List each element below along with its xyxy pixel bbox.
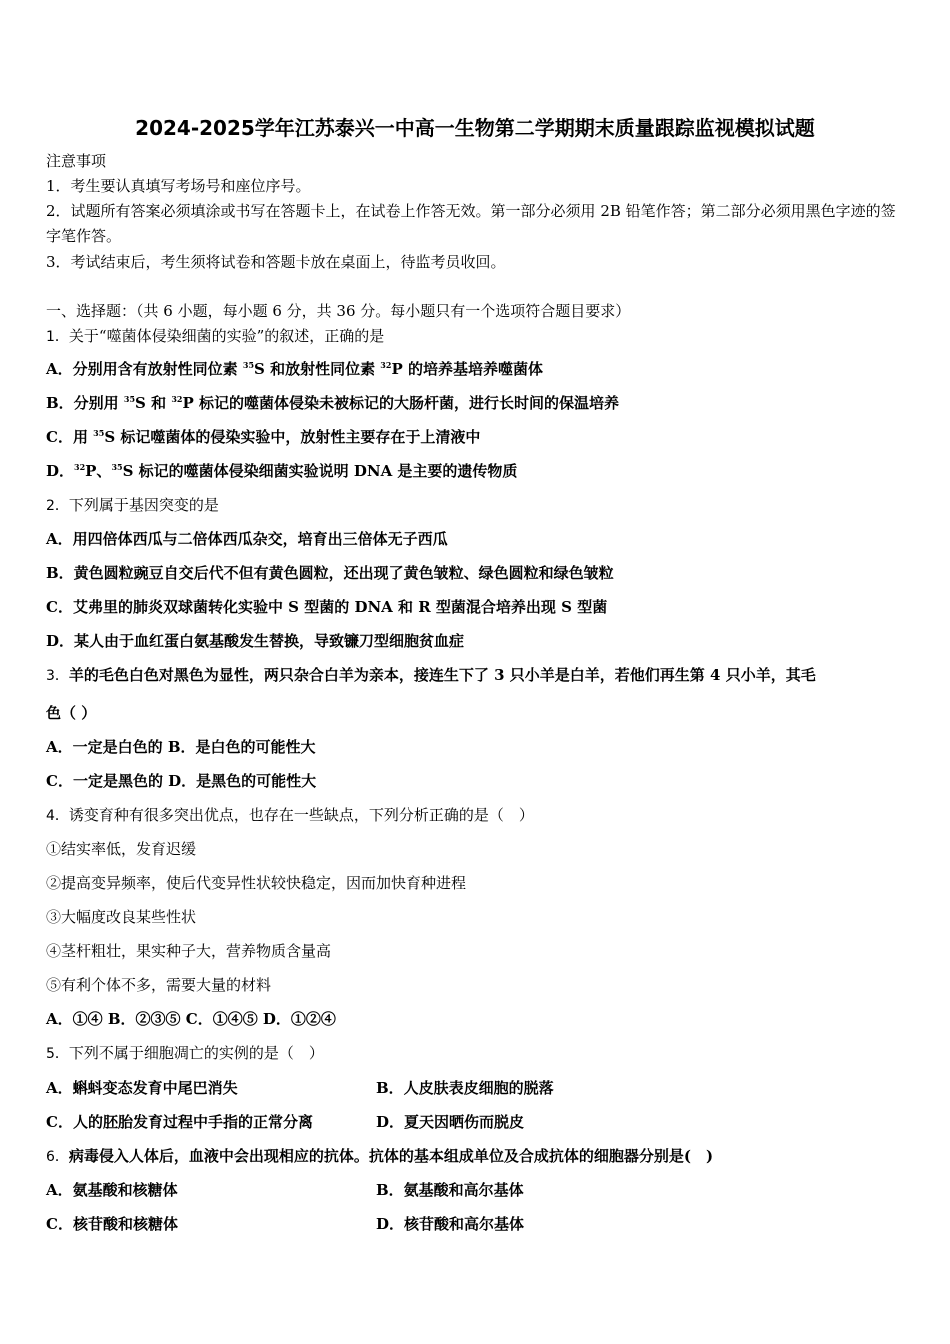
page-title: 2024-2025学年江苏泰兴一中高一生物第二学期期末质量跟踪监视模拟试题 bbox=[135, 116, 815, 140]
question-stem: 诱变育种有很多突出优点，也存在一些缺点，下列分析正确的是（ ） bbox=[68, 806, 534, 824]
q6-option-b: B．氨基酸和高尔基体 bbox=[376, 1181, 524, 1199]
q1-option-d: D．$^{32}$P、$^{35}$S 标记的噬菌体侵染细菌实验说明 DNA 是主要的遗传物质 bbox=[46, 462, 518, 480]
q3-options-row-1: A．一定是白色的 B．是白色的可能性大 bbox=[46, 738, 316, 756]
question-number: 3． bbox=[46, 668, 69, 684]
notice-heading: 注意事项 bbox=[46, 152, 107, 170]
q1-option-b: B．分别用 $^{35}$S 和 $^{32}$P 标记的噬菌体侵染未被标记的大肠杆菌，进行长时间的保温培养 bbox=[46, 394, 619, 412]
q6-option-c: C．核苷酸和核糖体 bbox=[46, 1215, 178, 1233]
question-1 bbox=[46, 326, 384, 347]
q4-item-3: ③大幅度改良某些性状 bbox=[46, 908, 197, 926]
question-3-stem-cont: 色（ ） bbox=[46, 704, 97, 722]
question-stem: 下列不属于细胞凋亡的实例的是（ ） bbox=[68, 1044, 324, 1062]
question-6 bbox=[46, 1146, 713, 1167]
q6-option-a: A．氨基酸和核糖体 bbox=[46, 1181, 178, 1199]
q5-option-a: A．蝌蚪变态发育中尾巴消失 bbox=[46, 1079, 238, 1097]
q2-option-d: D．某人由于血红蛋白氨基酸发生替换，导致镰刀型细胞贫血症 bbox=[46, 632, 465, 650]
q4-options: A．①④ B．②③⑤ C．①④⑤ D．①②④ bbox=[46, 1010, 336, 1028]
question-number: 2． bbox=[46, 498, 69, 514]
q4-item-1: ①结实率低，发育迟缓 bbox=[46, 840, 197, 858]
question-stem: 羊的毛色白色对黑色为显性，两只杂合白羊为亲本，接连生下了 3 只小羊是白羊，若他们再生第 4 只小羊，其毛 bbox=[68, 666, 816, 684]
q2-option-a: A．用四倍体西瓜与二倍体西瓜杂交，培育出三倍体无子西瓜 bbox=[46, 530, 448, 548]
question-4 bbox=[46, 805, 534, 826]
notice-item-2: 2．试题所有答案必须填涂或书写在答题卡上，在试卷上作答无效。第一部分必须用 2B 铅笔作答；第二部分必须用黑色字迹的签字笔作答。 bbox=[46, 202, 896, 245]
q2-option-b: B．黄色圆粒豌豆自交后代不但有黄色圆粒，还出现了黄色皱粒、绿色圆粒和绿色皱粒 bbox=[46, 564, 614, 582]
q4-item-5: ⑤有利个体不多，需要大量的材料 bbox=[46, 976, 272, 994]
section-heading: 一、选择题：（共 6 小题，每小题 6 分，共 36 分。每小题只有一个选项符合题目要求） bbox=[46, 302, 631, 320]
q4-item-2: ②提高变异频率，使后代变异性状较快稳定，因而加快育种进程 bbox=[46, 874, 467, 892]
question-number: 4． bbox=[46, 808, 69, 824]
question-stem: 关于“噬菌体侵染细菌的实验”的叙述，正确的是 bbox=[68, 327, 385, 345]
q1-option-c: C．用 $^{35}$S 标记噬菌体的侵染实验中，放射性主要存在于上清液中 bbox=[46, 428, 481, 446]
notice-item-3: 3．考试结束后，考生须将试卷和答题卡放在桌面上，待监考员收回。 bbox=[46, 253, 506, 271]
question-number: 1． bbox=[46, 329, 69, 345]
q3-options-row-2: C．一定是黑色的 D．是黑色的可能性大 bbox=[46, 772, 317, 790]
q5-option-d: D．夏天因晒伤而脱皮 bbox=[376, 1113, 525, 1131]
notice-item-1: 1．考生要认真填写考场号和座位序号。 bbox=[46, 177, 311, 195]
q1-option-a: A．分别用含有放射性同位素 $^{35}$S 和放射性同位素 $^{32}$P 的培养基培养噬菌体 bbox=[46, 360, 543, 378]
q6-option-d: D．核苷酸和高尔基体 bbox=[376, 1215, 525, 1233]
q5-option-b: B．人皮肤表皮细胞的脱落 bbox=[376, 1079, 554, 1097]
q2-option-c: C．艾弗里的肺炎双球菌转化实验中 S 型菌的 DNA 和 R 型菌混合培养出现 S 型菌 bbox=[46, 598, 608, 616]
question-3 bbox=[46, 665, 816, 686]
q5-option-c: C．人的胚胎发育过程中手指的正常分离 bbox=[46, 1113, 313, 1131]
question-number: 5． bbox=[46, 1046, 69, 1062]
question-2 bbox=[46, 495, 219, 516]
question-number: 6． bbox=[46, 1149, 69, 1165]
q4-item-4: ④茎杆粗壮，果实种子大，营养物质含量高 bbox=[46, 942, 332, 960]
question-stem: 病毒侵入人体后，血液中会出现相应的抗体。抗体的基本组成单位及合成抗体的细胞器分别是( ) bbox=[68, 1147, 714, 1165]
question-stem: 下列属于基因突变的是 bbox=[68, 496, 219, 514]
question-5 bbox=[46, 1043, 324, 1064]
